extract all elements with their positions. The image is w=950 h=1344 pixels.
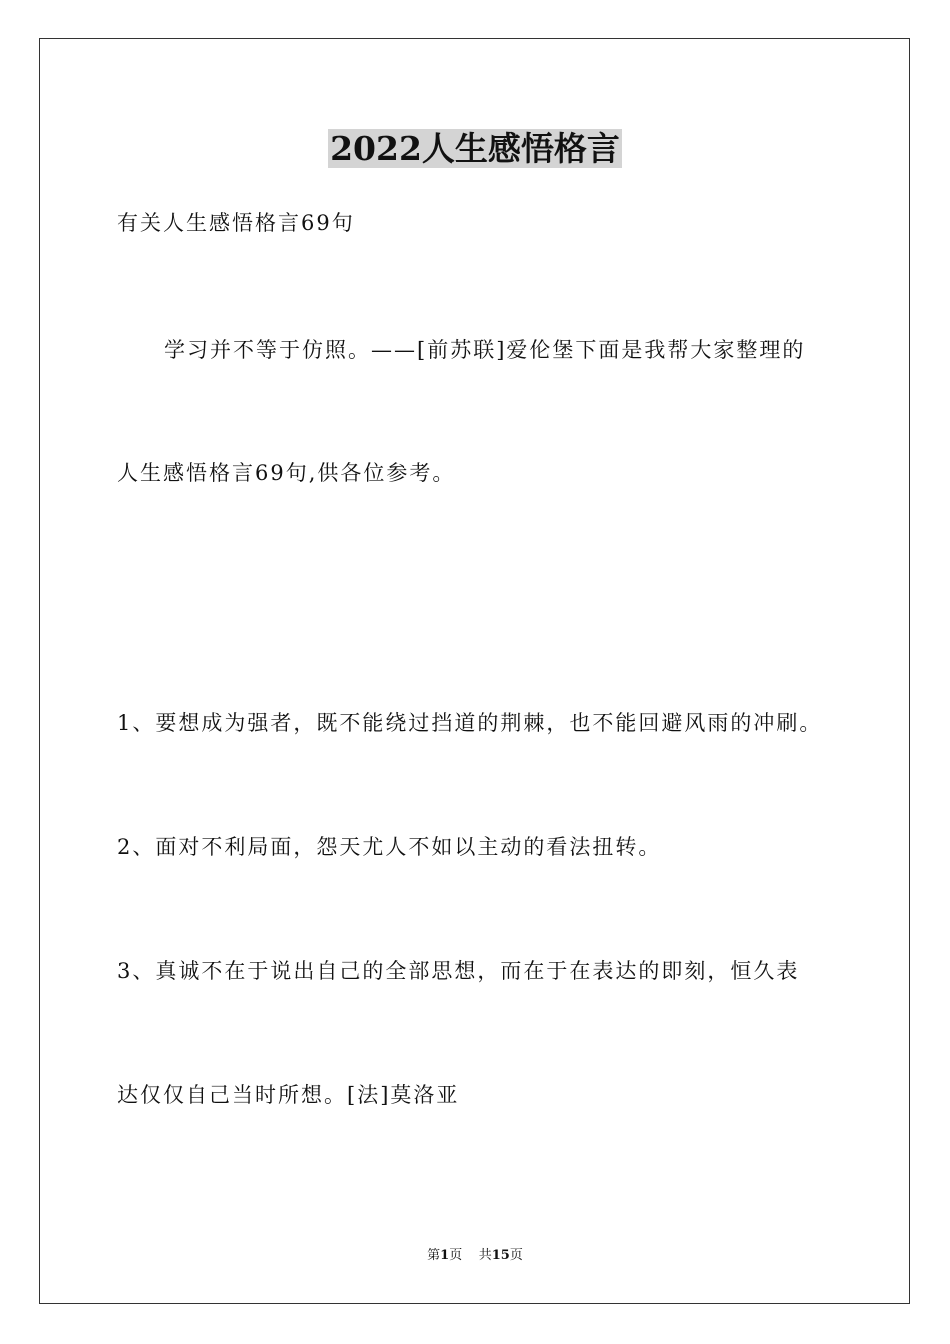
document-title xyxy=(0,126,950,172)
footer-total-pages: 15 xyxy=(491,1248,510,1263)
page-footer xyxy=(0,1247,950,1265)
intro-line-2: 人生感悟格言69句,供各位参考。 xyxy=(117,461,456,485)
list-item-1: 1、要想成为强者，既不能绕过挡道的荆棘，也不能回避风雨的冲刷。 xyxy=(117,711,823,735)
list-item-3-line-1: 3、真诚不在于说出自己的全部思想，而在于在表达的即刻，恒久表 xyxy=(117,959,800,983)
footer-page-suffix: 页 xyxy=(449,1248,463,1263)
footer-page-prefix: 第 xyxy=(427,1248,441,1263)
footer-page-number: 1 xyxy=(440,1248,450,1263)
document-title-text: 2022人生感悟格言 xyxy=(330,129,620,168)
intro-line-1: 学习并不等于仿照。——[前苏联]爱伦堡下面是我帮大家整理的 xyxy=(164,338,806,362)
list-item-3-line-2: 达仅仅自己当时所想。[法]莫洛亚 xyxy=(117,1083,460,1107)
document-subtitle: 有关人生感悟格言69句 xyxy=(117,211,355,235)
footer-total-suffix: 页 xyxy=(509,1248,523,1263)
list-item-2: 2、面对不利局面，怨天尤人不如以主动的看法扭转。 xyxy=(117,835,662,859)
footer-total-prefix: 共 xyxy=(478,1248,492,1263)
